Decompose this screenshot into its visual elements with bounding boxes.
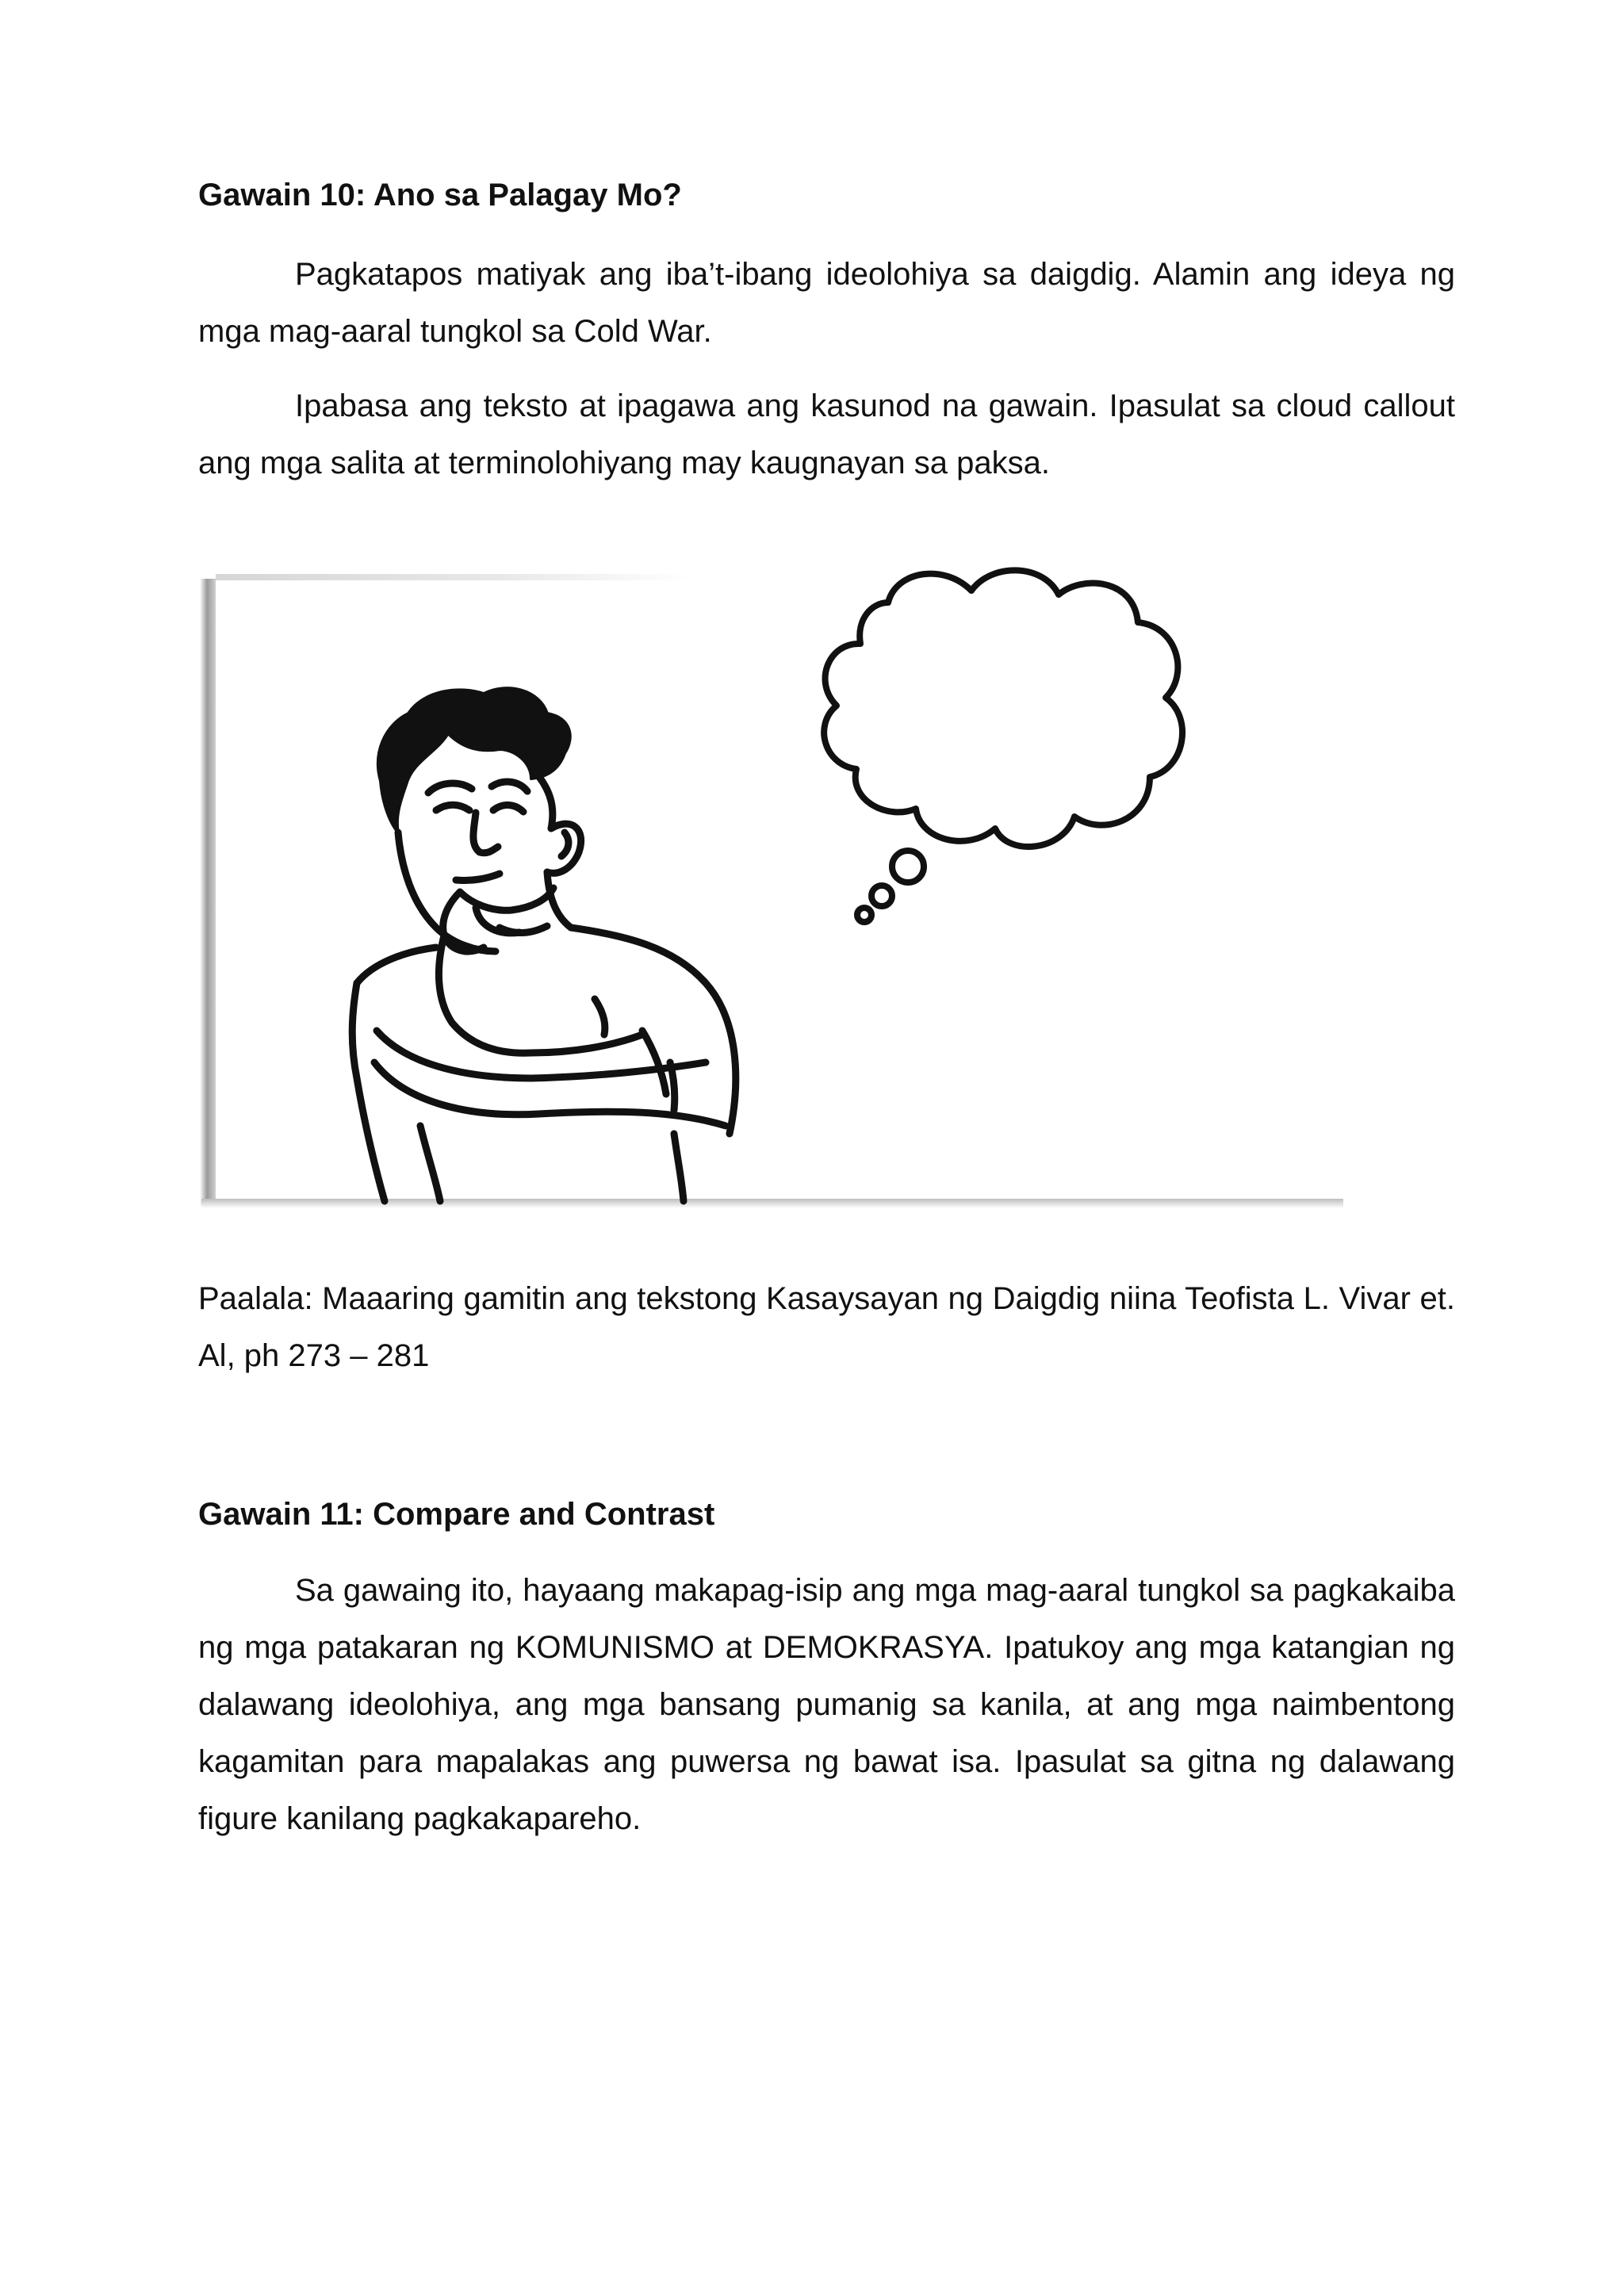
gawain-11-heading: Gawain 11: Compare and Contrast xyxy=(198,1497,715,1532)
gawain-10-paragraph-1: Pagkatapos matiyak ang iba’t-ibang ideolohiya sa daigdig. Alamin ang ideya ng mga mag-aaral tungkol sa Cold War. xyxy=(198,257,1455,349)
thinking-person-illustration xyxy=(198,555,1356,1213)
gawain-11-paragraph: Sa gawaing ito, hayaang makapag-isip ang mga mag-aaral tungkol sa pagkakaiba ng mga patakaran ng KOMUNISMO at DEMOKRASYA. Ipatukoy ang mga katangian ng dalawang ideolohiya, ang mga bansang pumanig sa kanila, at ang mga naimbentong kagamitan para mapalakas ang puwersa ng bawat isa. Ipasulat sa gitna ng dalawang figure kanilang pagkakapareho. xyxy=(198,1573,1455,1836)
gawain-10-paragraph-2: Ipabasa ang teksto at ipagawa ang kasunod na gawain. Ipasulat sa cloud callout ang mga salita at terminolohiyang may kaugnayan sa paksa. xyxy=(198,388,1455,480)
gawain-10-heading: Gawain 10: Ano sa Palagay Mo? xyxy=(198,178,682,212)
thinking-person-with-cloud-callout-icon xyxy=(198,555,1356,1213)
note-paragraph: Paalala: Maaaring gamitin ang tekstong Kasaysayan ng Daigdig niina Teofista L. Vivar et. Al, ph 273 – 281 xyxy=(198,1281,1455,1373)
